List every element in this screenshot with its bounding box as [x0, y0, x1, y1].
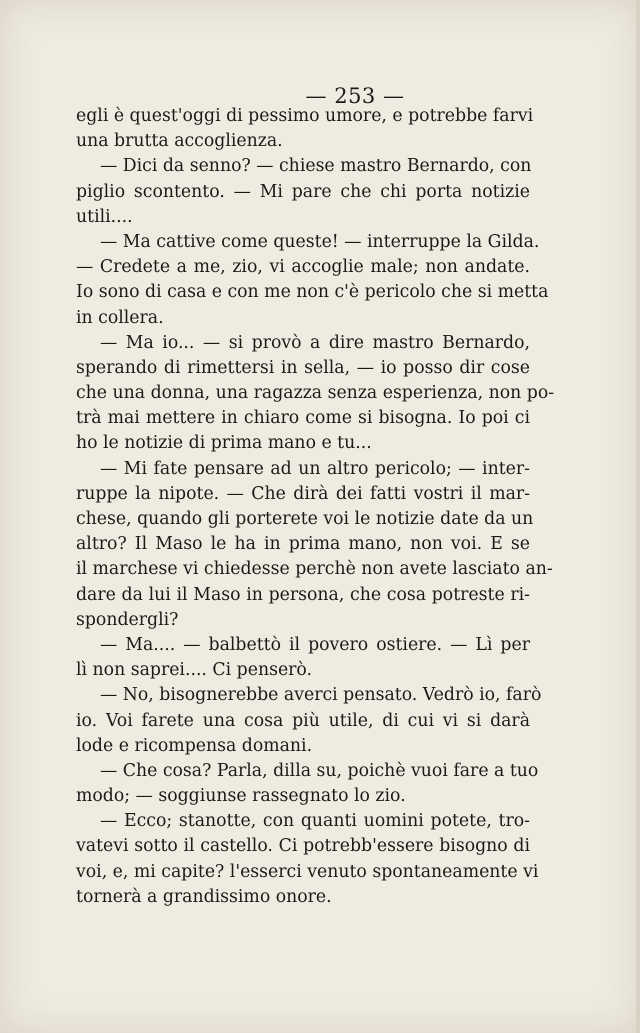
text-line: — Dici da senno? — chiese mastro Bernardo, con	[100, 156, 532, 177]
text-line: una brutta accoglienza.	[76, 131, 283, 152]
text-line: vatevi sotto il castello. Ci potrebb'essere bisogno di	[76, 836, 530, 857]
page-number: — 253 —	[305, 84, 405, 108]
text-line: ruppe la nipote. — Che dirà dei fatti vostri il mar-	[76, 483, 530, 504]
text-line: che una donna, una ragazza senza esperienza, non po-	[76, 383, 555, 404]
text-line: dare da lui il Maso in persona, che cosa potreste ri-	[76, 584, 530, 605]
text-line: altro? Il Maso le ha in prima mano, non voi. E se	[76, 534, 530, 555]
text-line: modo; — soggiunse rassegnato lo zio.	[76, 786, 406, 807]
text-line: — Ecco; stanotte, con quanti uomini potete, tro-	[100, 811, 530, 832]
text-line: — Ma.... — balbettò il povero ostiere. — Lì per	[100, 634, 530, 655]
text-line: egli è quest'oggi di pessimo umore, e potrebbe farvi	[76, 106, 534, 126]
text-line: trà mai mettere in chiaro come si bisogna. Io poi ci	[76, 408, 530, 429]
text-line: utili....	[76, 206, 133, 227]
text-line: — Ma io... — si provò a dire mastro Bernardo,	[100, 332, 530, 353]
text-line: il marchese vi chiedesse perchè non avete lasciato an-	[76, 559, 553, 580]
text-line: ho le notizie di prima mano e tu...	[76, 433, 372, 454]
text-line: — Mi fate pensare ad un altro pericolo; — inter-	[100, 458, 530, 479]
text-line: voi, e, mi capite? l'esserci venuto spontaneamente vi	[76, 861, 539, 882]
text-line: io. Voi farete una cosa più utile, di cui vi si darà	[76, 710, 530, 731]
body-text	[76, 104, 555, 910]
text-line: — Ma cattive come queste! — interruppe la Gilda.	[100, 231, 540, 252]
text-line: spondergli?	[76, 609, 179, 630]
text-line: tornerà a grandissimo onore.	[76, 886, 332, 907]
text-line: in collera.	[76, 307, 164, 328]
text-line: lode e ricompensa domani.	[76, 735, 313, 756]
text-line: — Che cosa? Parla, dilla su, poichè vuoi fare a tuo	[100, 760, 539, 781]
text-line: Io sono di casa e con me non c'è pericolo che si metta	[76, 282, 549, 303]
text-line: — No, bisognerebbe averci pensato. Vedrò io, farò	[100, 685, 542, 706]
text-line: — Credete a me, zio, vi accoglie male; non andate.	[76, 257, 530, 278]
text-line: sperando di rimettersi in sella, — io posso dir cose	[76, 357, 530, 378]
text-line: lì non saprei.... Ci penserò.	[76, 660, 313, 681]
page-edge	[636, 0, 640, 1033]
text-line: chese, quando gli porterete voi le notizie date da un	[76, 509, 534, 529]
text-line: piglio scontento. — Mi pare che chi porta notizie	[76, 181, 530, 202]
